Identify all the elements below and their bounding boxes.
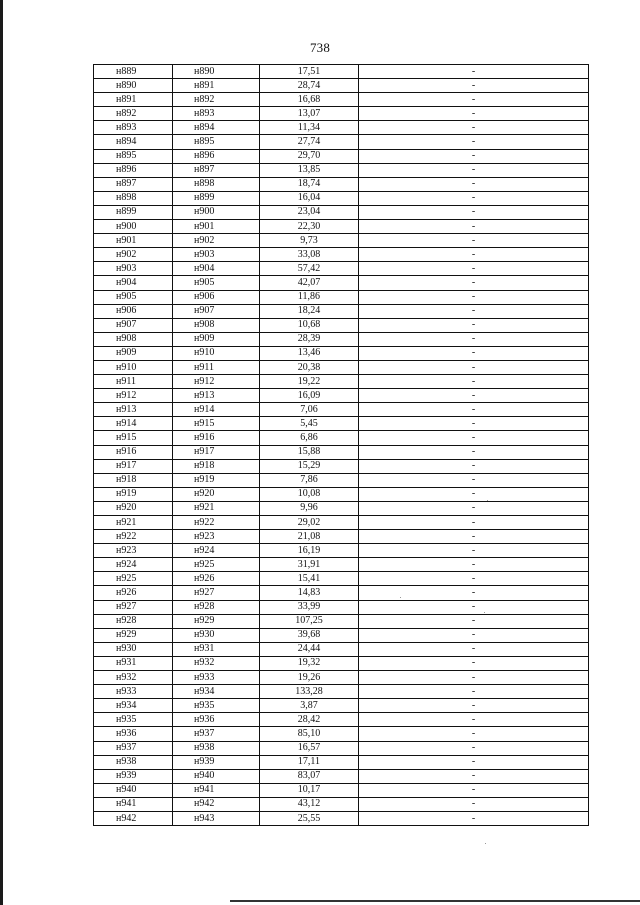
distance-cell: 23,04 [260,205,359,219]
note-cell: - [359,191,589,205]
distance-cell: 16,19 [260,544,359,558]
to-point-cell: н914 [173,403,260,417]
note-cell: - [359,586,589,600]
distance-cell: 10,68 [260,318,359,332]
table-row [94,290,589,304]
note-cell: - [359,671,589,685]
scan-edge-left [0,0,3,905]
to-point-cell: н900 [173,205,260,219]
from-point-cell: н899 [94,205,173,219]
note-cell: - [359,107,589,121]
from-point-cell: н897 [94,177,173,191]
note-cell: - [359,304,589,318]
table-row [94,699,589,713]
to-point-cell: н898 [173,177,260,191]
from-point-cell: н935 [94,713,173,727]
distance-cell: 18,74 [260,177,359,191]
note-cell: - [359,445,589,459]
table-row [94,558,589,572]
to-point-cell: н917 [173,445,260,459]
table-row [94,93,589,107]
table-row [94,248,589,262]
from-point-cell: н922 [94,530,173,544]
from-point-cell: н921 [94,516,173,530]
table-row [94,191,589,205]
note-cell: - [359,516,589,530]
to-point-cell: н927 [173,586,260,600]
note-cell: - [359,375,589,389]
table-row [94,375,589,389]
to-point-cell: н932 [173,656,260,670]
from-point-cell: н925 [94,572,173,586]
table-row [94,656,589,670]
from-point-cell: н926 [94,586,173,600]
from-point-cell: н912 [94,389,173,403]
note-cell: - [359,79,589,93]
distance-cell: 57,42 [260,262,359,276]
note-cell: - [359,65,589,79]
to-point-cell: н924 [173,544,260,558]
table-row [94,628,589,642]
to-point-cell: н931 [173,642,260,656]
to-point-cell: н933 [173,671,260,685]
table-row [94,177,589,191]
from-point-cell: н933 [94,685,173,699]
to-point-cell: н939 [173,755,260,769]
note-cell: - [359,769,589,783]
to-point-cell: н929 [173,614,260,628]
table-row [94,431,589,445]
to-point-cell: н911 [173,360,260,374]
note-cell: - [359,346,589,360]
distance-cell: 43,12 [260,797,359,811]
distance-cell: 15,29 [260,459,359,473]
to-point-cell: н899 [173,191,260,205]
note-cell: - [359,403,589,417]
note-cell: - [359,318,589,332]
table-row [94,671,589,685]
from-point-cell: н913 [94,403,173,417]
table-row [94,304,589,318]
from-point-cell: н901 [94,234,173,248]
from-point-cell: н918 [94,473,173,487]
note-cell: - [359,656,589,670]
to-point-cell: н925 [173,558,260,572]
note-cell: - [359,389,589,403]
distance-cell: 10,17 [260,783,359,797]
distance-cell: 28,74 [260,79,359,93]
from-point-cell: н930 [94,642,173,656]
to-point-cell: н930 [173,628,260,642]
to-point-cell: н902 [173,234,260,248]
from-point-cell: н895 [94,149,173,163]
note-cell: - [359,741,589,755]
to-point-cell: н897 [173,163,260,177]
table-row [94,473,589,487]
note-cell: - [359,614,589,628]
distance-cell: 85,10 [260,727,359,741]
table-row [94,121,589,135]
distance-cell: 16,09 [260,389,359,403]
to-point-cell: н903 [173,248,260,262]
to-point-cell: н916 [173,431,260,445]
to-point-cell: н928 [173,600,260,614]
to-point-cell: н922 [173,516,260,530]
to-point-cell: н906 [173,290,260,304]
note-cell: - [359,628,589,642]
table-row [94,797,589,811]
table-row [94,727,589,741]
note-cell: - [359,360,589,374]
table-row [94,346,589,360]
from-point-cell: н896 [94,163,173,177]
distance-cell: 17,11 [260,755,359,769]
to-point-cell: н905 [173,276,260,290]
note-cell: - [359,248,589,262]
from-point-cell: н916 [94,445,173,459]
from-point-cell: н904 [94,276,173,290]
to-point-cell: н908 [173,318,260,332]
distance-cell: 10,08 [260,487,359,501]
note-cell: - [359,177,589,191]
distance-cell: 27,74 [260,135,359,149]
table-row [94,318,589,332]
note-cell: - [359,487,589,501]
distance-cell: 29,70 [260,149,359,163]
note-cell: - [359,811,589,825]
to-point-cell: н938 [173,741,260,755]
note-cell: - [359,501,589,515]
from-point-cell: н940 [94,783,173,797]
table-row [94,614,589,628]
table-row [94,600,589,614]
from-point-cell: н939 [94,769,173,783]
from-point-cell: н910 [94,360,173,374]
from-point-cell: н934 [94,699,173,713]
from-point-cell: н889 [94,65,173,79]
table-row [94,755,589,769]
note-cell: - [359,685,589,699]
to-point-cell: н895 [173,135,260,149]
table-row [94,685,589,699]
from-point-cell: н941 [94,797,173,811]
table-row [94,107,589,121]
distance-cell: 11,34 [260,121,359,135]
distance-cell: 42,07 [260,276,359,290]
table-row [94,403,589,417]
scan-speck [487,500,488,501]
from-point-cell: н914 [94,417,173,431]
note-cell: - [359,755,589,769]
table-row [94,572,589,586]
distance-cell: 16,68 [260,93,359,107]
from-point-cell: н928 [94,614,173,628]
table-row [94,459,589,473]
scan-speck [484,612,485,613]
scan-speck [485,843,486,844]
to-point-cell: н912 [173,375,260,389]
note-cell: - [359,234,589,248]
from-point-cell: н920 [94,501,173,515]
from-point-cell: н905 [94,290,173,304]
note-cell: - [359,121,589,135]
table-row [94,389,589,403]
from-point-cell: н917 [94,459,173,473]
distance-cell: 21,08 [260,530,359,544]
to-point-cell: н915 [173,417,260,431]
from-point-cell: н923 [94,544,173,558]
table-row [94,417,589,431]
from-point-cell: н909 [94,346,173,360]
table-row [94,516,589,530]
distance-cell: 19,26 [260,671,359,685]
note-cell: - [359,558,589,572]
distance-cell: 29,02 [260,516,359,530]
to-point-cell: н896 [173,149,260,163]
boundary-segments-table [93,64,589,826]
to-point-cell: н918 [173,459,260,473]
distance-cell: 3,87 [260,699,359,713]
note-cell: - [359,205,589,219]
from-point-cell: н900 [94,220,173,234]
to-point-cell: н943 [173,811,260,825]
table-row [94,65,589,79]
page-number: 738 [309,40,331,55]
distance-cell: 14,83 [260,586,359,600]
to-point-cell: н913 [173,389,260,403]
from-point-cell: н893 [94,121,173,135]
note-cell: - [359,572,589,586]
distance-cell: 22,30 [260,220,359,234]
to-point-cell: н892 [173,93,260,107]
to-point-cell: н941 [173,783,260,797]
distance-cell: 7,86 [260,473,359,487]
note-cell: - [359,473,589,487]
from-point-cell: н924 [94,558,173,572]
note-cell: - [359,417,589,431]
from-point-cell: н932 [94,671,173,685]
table-row [94,135,589,149]
from-point-cell: н907 [94,318,173,332]
to-point-cell: н893 [173,107,260,121]
distance-cell: 16,57 [260,741,359,755]
from-point-cell: н890 [94,79,173,93]
table-row [94,530,589,544]
from-point-cell: н942 [94,811,173,825]
note-cell: - [359,262,589,276]
to-point-cell: н935 [173,699,260,713]
distance-cell: 33,08 [260,248,359,262]
table-row [94,783,589,797]
distance-cell: 15,41 [260,572,359,586]
distance-cell: 13,85 [260,163,359,177]
from-point-cell: н892 [94,107,173,121]
distance-cell: 9,96 [260,501,359,515]
table-body [94,65,589,826]
distance-cell: 107,25 [260,614,359,628]
to-point-cell: н940 [173,769,260,783]
distance-cell: 24,44 [260,642,359,656]
to-point-cell: н907 [173,304,260,318]
table-row [94,769,589,783]
from-point-cell: н919 [94,487,173,501]
note-cell: - [359,727,589,741]
distance-cell: 33,99 [260,600,359,614]
distance-cell: 19,32 [260,656,359,670]
from-point-cell: н902 [94,248,173,262]
note-cell: - [359,530,589,544]
distance-cell: 83,07 [260,769,359,783]
distance-cell: 20,38 [260,360,359,374]
to-point-cell: н923 [173,530,260,544]
to-point-cell: н894 [173,121,260,135]
from-point-cell: н906 [94,304,173,318]
note-cell: - [359,220,589,234]
from-point-cell: н931 [94,656,173,670]
to-point-cell: н891 [173,79,260,93]
to-point-cell: н890 [173,65,260,79]
note-cell: - [359,600,589,614]
note-cell: - [359,93,589,107]
distance-cell: 133,28 [260,685,359,699]
distance-cell: 5,45 [260,417,359,431]
scan-speck [400,597,401,598]
to-point-cell: н904 [173,262,260,276]
distance-cell: 18,24 [260,304,359,318]
from-point-cell: н938 [94,755,173,769]
to-point-cell: н910 [173,346,260,360]
table-row [94,149,589,163]
to-point-cell: н909 [173,332,260,346]
distance-cell: 25,55 [260,811,359,825]
from-point-cell: н908 [94,332,173,346]
table-row [94,487,589,501]
distance-cell: 16,04 [260,191,359,205]
to-point-cell: н921 [173,501,260,515]
to-point-cell: н901 [173,220,260,234]
table-row [94,332,589,346]
distance-cell: 17,51 [260,65,359,79]
from-point-cell: н894 [94,135,173,149]
table-row [94,811,589,825]
note-cell: - [359,276,589,290]
scan-edge-bottom [230,900,640,902]
note-cell: - [359,149,589,163]
table-row [94,586,589,600]
note-cell: - [359,713,589,727]
note-cell: - [359,544,589,558]
note-cell: - [359,163,589,177]
to-point-cell: н942 [173,797,260,811]
to-point-cell: н936 [173,713,260,727]
note-cell: - [359,699,589,713]
note-cell: - [359,797,589,811]
from-point-cell: н937 [94,741,173,755]
to-point-cell: н937 [173,727,260,741]
from-point-cell: н891 [94,93,173,107]
from-point-cell: н898 [94,191,173,205]
distance-cell: 28,39 [260,332,359,346]
table-row [94,234,589,248]
table-row [94,741,589,755]
note-cell: - [359,459,589,473]
note-cell: - [359,290,589,304]
distance-cell: 9,73 [260,234,359,248]
from-point-cell: н929 [94,628,173,642]
distance-cell: 13,07 [260,107,359,121]
table-row [94,544,589,558]
from-point-cell: н911 [94,375,173,389]
table-row [94,501,589,515]
distance-cell: 7,06 [260,403,359,417]
to-point-cell: н919 [173,473,260,487]
to-point-cell: н920 [173,487,260,501]
table-row [94,220,589,234]
distance-cell: 6,86 [260,431,359,445]
distance-cell: 13,46 [260,346,359,360]
distance-cell: 39,68 [260,628,359,642]
note-cell: - [359,783,589,797]
to-point-cell: н926 [173,572,260,586]
table-row [94,205,589,219]
note-cell: - [359,431,589,445]
table-row [94,163,589,177]
table-row [94,79,589,93]
table-row [94,713,589,727]
from-point-cell: н903 [94,262,173,276]
distance-cell: 28,42 [260,713,359,727]
to-point-cell: н934 [173,685,260,699]
table-row [94,360,589,374]
note-cell: - [359,135,589,149]
from-point-cell: н936 [94,727,173,741]
note-cell: - [359,642,589,656]
from-point-cell: н927 [94,600,173,614]
table-row [94,445,589,459]
table-row [94,642,589,656]
table-row [94,276,589,290]
note-cell: - [359,332,589,346]
distance-cell: 31,91 [260,558,359,572]
distance-cell: 19,22 [260,375,359,389]
distance-cell: 15,88 [260,445,359,459]
distance-cell: 11,86 [260,290,359,304]
table-row [94,262,589,276]
from-point-cell: н915 [94,431,173,445]
